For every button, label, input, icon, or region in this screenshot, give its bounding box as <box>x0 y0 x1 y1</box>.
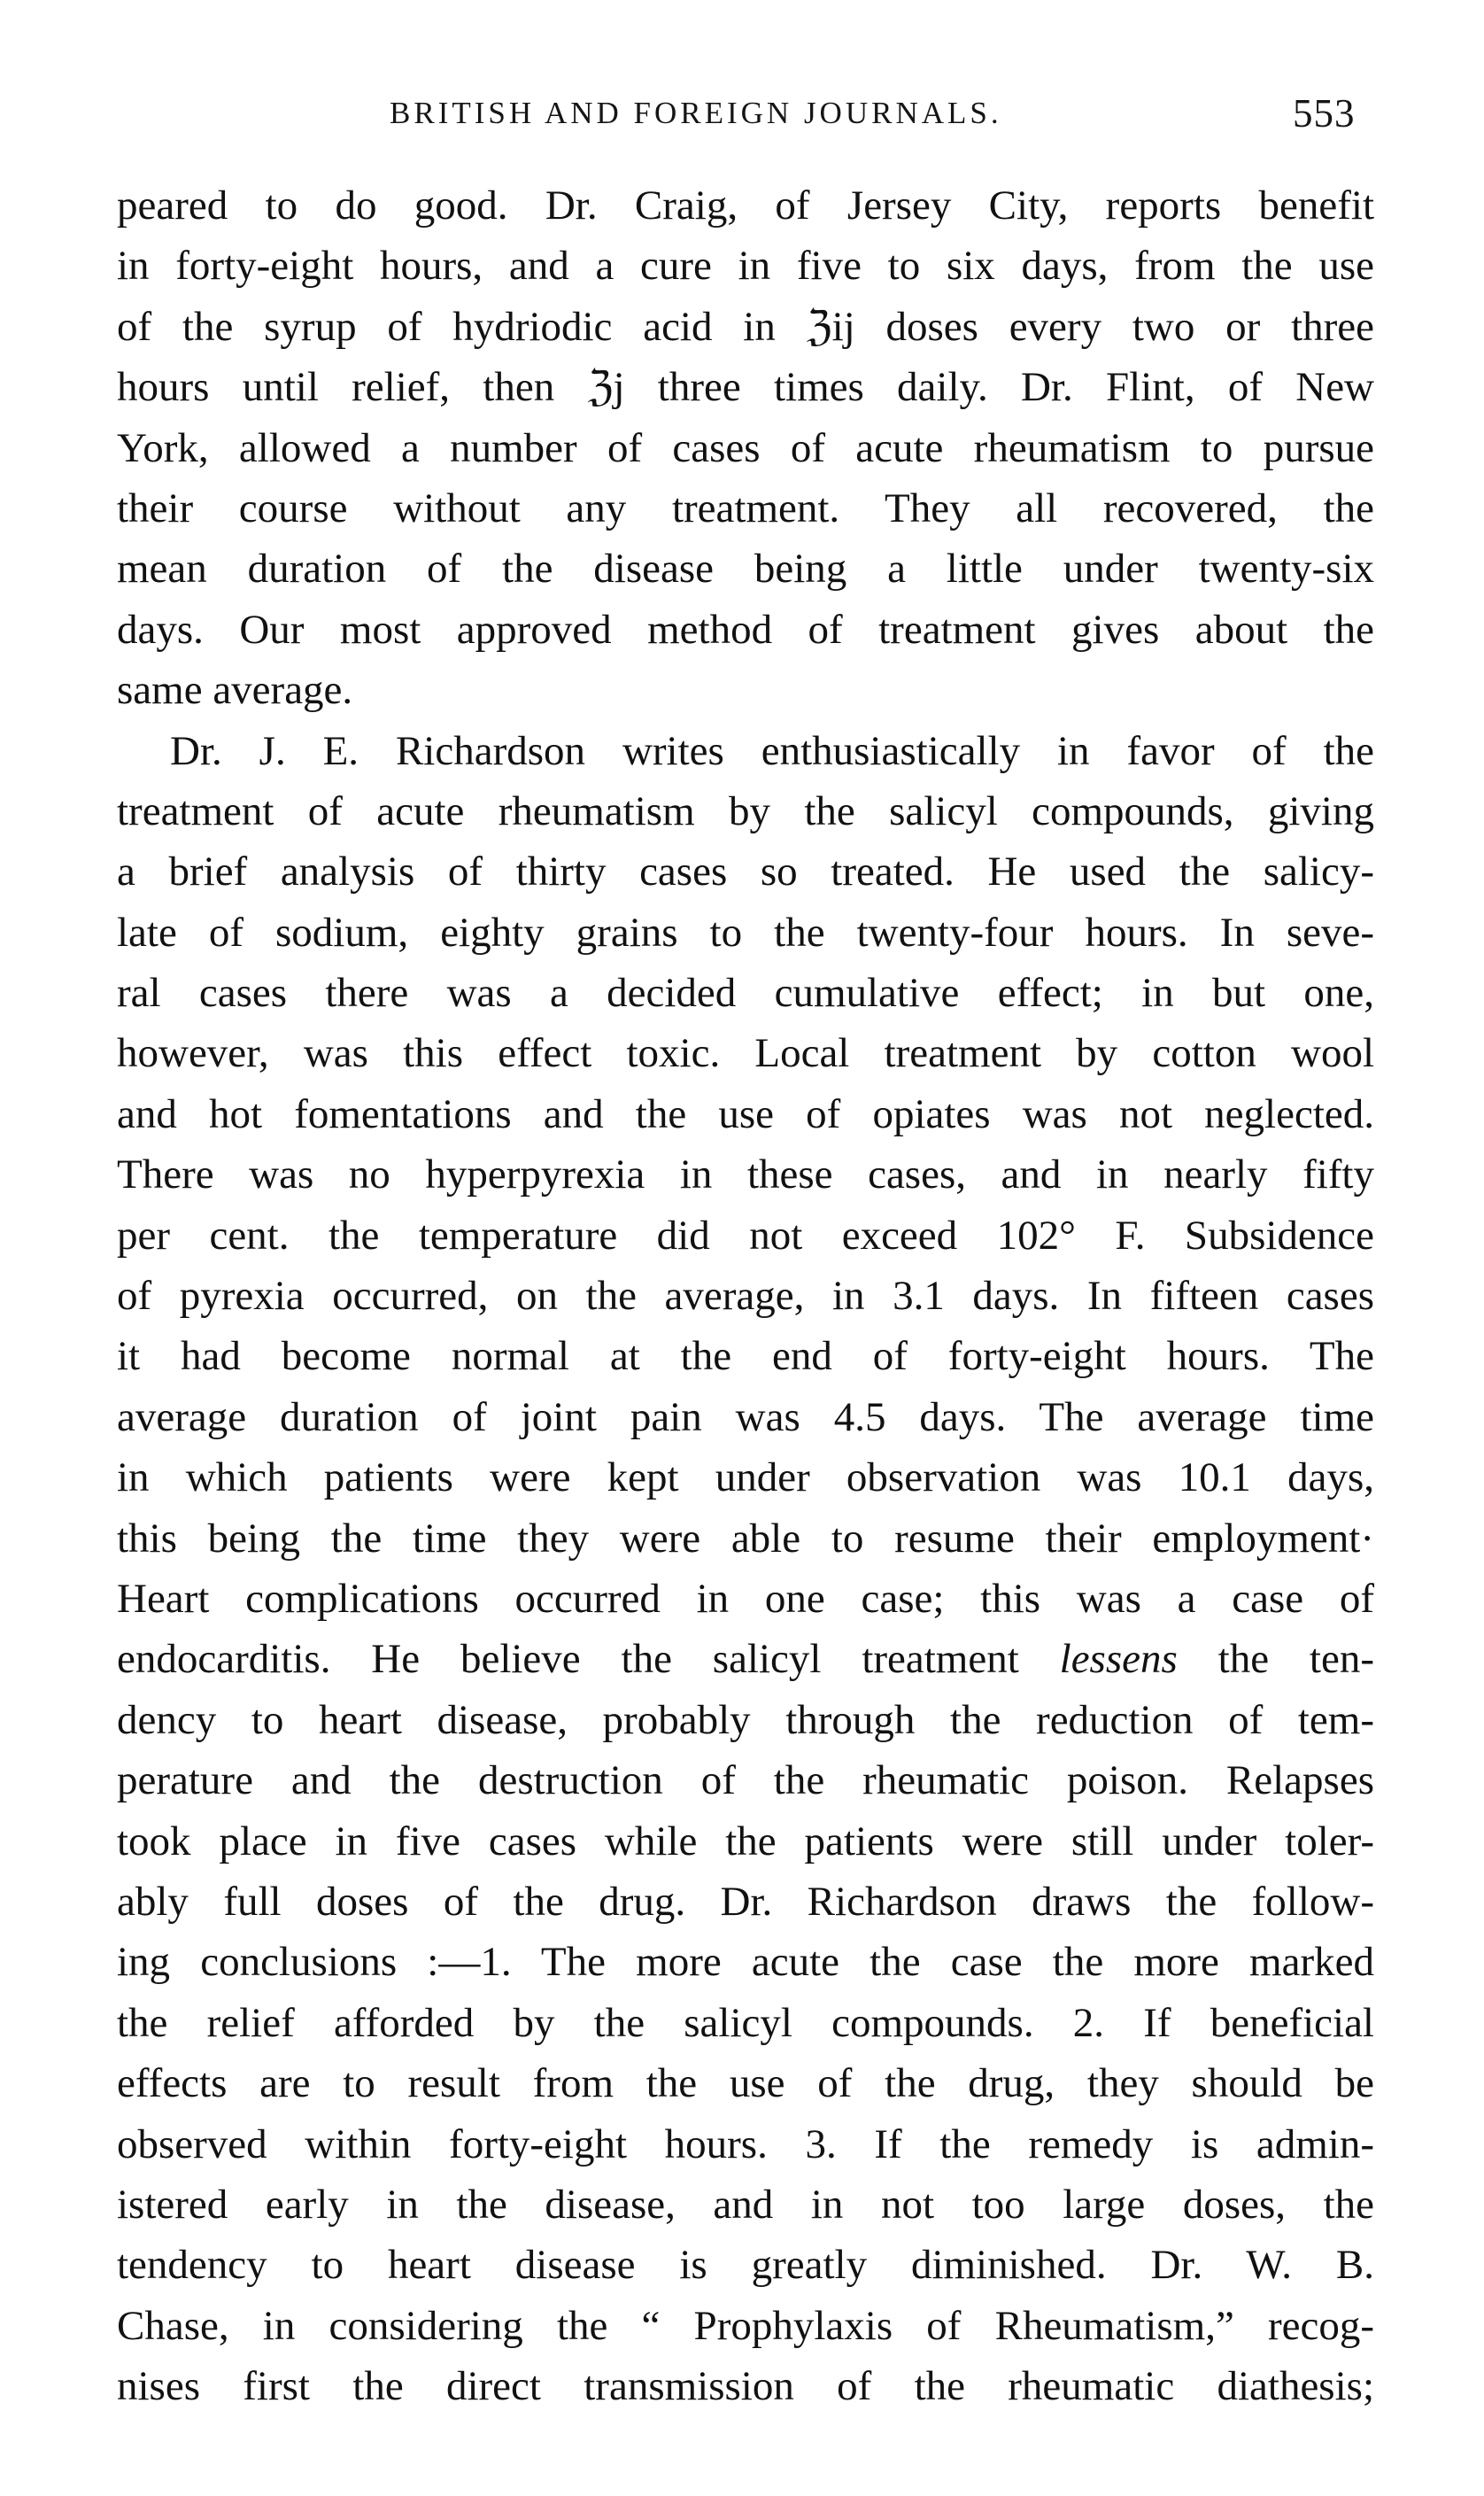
text-line: dency to heart disease, probably through the reduction of tem- <box>117 1696 1374 1743</box>
text-line: ral cases there was a decided cumulative effect; in but one, <box>117 970 1374 1017</box>
text-line: perature and the destruction of the rheumatic poison. Relapses <box>117 1757 1374 1804</box>
paragraph <box>117 175 1374 721</box>
text-line: ing conclusions :—1. The more acute the case the more marked <box>117 1939 1374 1986</box>
text-line: late of sodium, eighty grains to the twenty-four hours. In seve- <box>117 909 1374 956</box>
text-line: hours until relief, then ℨj three times daily. Dr. Flint, of New <box>117 364 1374 411</box>
text-line: peared to do good. Dr. Craig, of Jersey City, reports benefit <box>117 182 1374 229</box>
text-line: mean duration of the disease being a little under twenty-six <box>117 546 1374 593</box>
text-line: the relief afforded by the salicyl compounds. 2. If beneficial <box>117 1999 1374 2046</box>
text-line: of the syrup of hydriodic acid in ℨij doses every two or three <box>117 303 1374 350</box>
text-line: Dr. J. E. Richardson writes enthusiastically in favor of the <box>170 727 1374 774</box>
text-line: in forty-eight hours, and a cure in five to six days, from the use <box>117 243 1374 290</box>
text-line: this being the time they were able to resume their employment· <box>117 1515 1374 1562</box>
emphasis: lessens <box>1059 1636 1178 1683</box>
text-line: it had become normal at the end of forty-eight hours. The <box>117 1333 1374 1380</box>
text-line: ably full doses of the drug. Dr. Richardson draws the follow- <box>117 1878 1374 1925</box>
text-line: same average. <box>117 667 353 714</box>
text-line: and hot fomentations and the use of opiates was not neglected. <box>117 1090 1374 1137</box>
body-text <box>117 175 1374 2416</box>
text-line: istered early in the disease, and in not too large doses, the <box>117 2181 1374 2228</box>
paragraph <box>117 721 1374 2417</box>
running-head: BRITISH AND FOREIGN JOURNALS. <box>390 96 1002 130</box>
text-line: however, was this effect toxic. Local treatment by cotton wool <box>117 1030 1374 1077</box>
text-line: took place in five cases while the patients were still under toler- <box>117 1818 1374 1864</box>
text-line: tendency to heart disease is greatly diminished. Dr. W. B. <box>117 2242 1374 2289</box>
text-line: average duration of joint pain was 4.5 days. The average time <box>117 1393 1374 1440</box>
text-line: effects are to result from the use of the drug, they should be <box>117 2060 1374 2107</box>
text-line: observed within forty-eight hours. 3. If the remedy is admin- <box>117 2120 1374 2167</box>
page-number: 553 <box>1293 91 1356 136</box>
text-line: their course without any treatment. They all recovered, the <box>117 484 1374 531</box>
text-line: in which patients were kept under observation was 10.1 days, <box>117 1454 1374 1501</box>
text-line: Chase, in considering the “ Prophylaxis of Rheumatism,” recog- <box>117 2302 1374 2349</box>
text-line: treatment of acute rheumatism by the salicyl compounds, giving <box>117 787 1374 834</box>
text-line: nises first the direct transmission of the rheumatic diathesis; <box>117 2363 1374 2410</box>
text-line: Heart complications occurred in one case; this was a case of <box>117 1575 1374 1622</box>
text-line: York, allowed a number of cases of acute rheumatism to pursue <box>117 424 1374 471</box>
text-line: days. Our most approved method of treatment gives about the <box>117 606 1374 653</box>
text-line: a brief analysis of thirty cases so treated. He used the salicy- <box>117 849 1374 895</box>
text-line: There was no hyperpyrexia in these cases, and in nearly fifty <box>117 1151 1374 1198</box>
text-line: per cent. the temperature did not exceed 102° F. Subsidence <box>117 1212 1374 1259</box>
text-line: endocarditis. He believe the salicyl treatment lessens the ten- <box>117 1636 1374 1683</box>
text-line: of pyrexia occurred, on the average, in 3.1 days. In fifteen cases <box>117 1273 1374 1320</box>
